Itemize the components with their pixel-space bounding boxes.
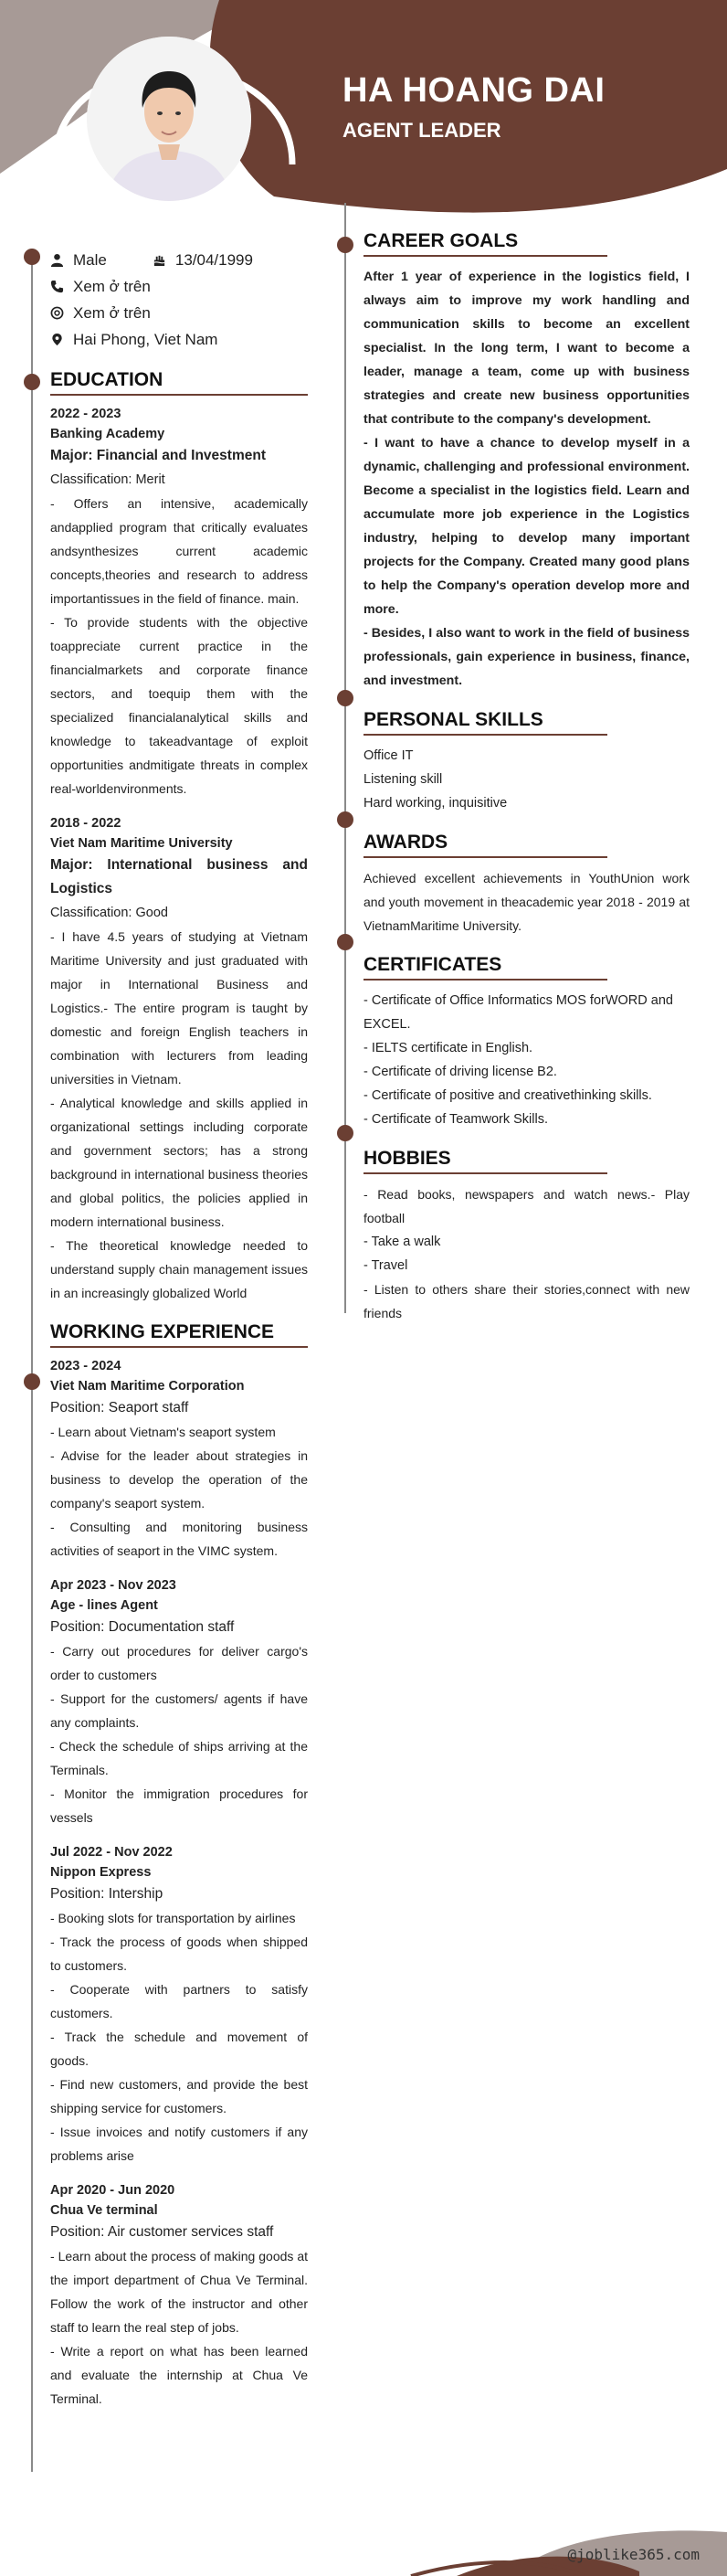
entry-date: 2018 - 2022 [50, 816, 121, 831]
awards-section [364, 832, 690, 938]
career-goals-section [364, 230, 690, 693]
entry-detail: - Cooperate with partners to satisfy customers. [50, 1982, 308, 2020]
certificate-item: - Certificate of driving license B2. [364, 1065, 557, 1079]
entry-detail: - Learn about the process of making goods at the import department of Chua Ve Terminal. Follow the work of the instructor and other staff to learn the real step of jobs. [50, 2249, 308, 2335]
entry-detail: - Advise for the leader about strategies in business to develop the operation of the company's seaport system. [50, 1448, 308, 1511]
entry-major: Major: International business and Logistics [50, 857, 308, 896]
email: Xem ở trên [73, 303, 151, 322]
certificate-item: - Certificate of Office Informatics MOS forWORD and EXCEL. [364, 993, 673, 1032]
timeline-dot-contact [24, 249, 40, 265]
entry-detail: - Offers an intensive, academically andapplied program that critically evaluates andsynthesizes current academic concepts,theories and research to address importantissues in the field of finance. main. [50, 496, 308, 606]
timeline-dot-personal-skills [337, 690, 353, 706]
entry-position: Position: Intership [50, 1886, 163, 1902]
entry-company: Age - lines Agent [50, 1598, 158, 1613]
entry-detail: - Monitor the immigration procedures for vessels [50, 1786, 308, 1825]
education-entry [50, 404, 308, 800]
entry-detail: - Write a report on what has been learned and evaluate the internship at Chua Ve Terminal. [50, 2344, 308, 2406]
education-title: EDUCATION [50, 369, 308, 396]
entry-position: Position: Air customer services staff [50, 2224, 274, 2240]
location-pin-icon [50, 333, 64, 346]
timeline-dot-certificates [337, 934, 353, 950]
entry-position: Position: Documentation staff [50, 1619, 235, 1635]
entry-detail: - The theoretical knowledge needed to understand supply chain management issues in an increasingly globalized World [50, 1238, 308, 1300]
entry-company: Nippon Express [50, 1865, 152, 1880]
phone-icon [50, 280, 64, 293]
entry-detail: - Carry out procedures for deliver cargo's order to customers [50, 1644, 308, 1682]
entry-school: Banking Academy [50, 427, 165, 441]
birthday-cake-icon [153, 253, 166, 267]
entry-detail: - I have 4.5 years of studying at Vietnam Maritime University and just graduated with major in International Business and Logistics.- The entire program is taught by domestic and foreign English teachers in combination with lecturers from leading universities in Vietnam. [50, 929, 308, 1087]
hobbies-section [364, 1148, 690, 1325]
entry-position: Position: Seaport staff [50, 1400, 189, 1415]
entry-date: Apr 2020 - Jun 2020 [50, 2183, 175, 2198]
person-icon [50, 253, 64, 267]
career-goal-paragraph: - I want to have a chance to develop myself in a dynamic, challenging and professional environment. Become a specialist in the logistics field. Learn and accumulate more job experience in the Logistics industry, helping to develop many important projects for the Company. Created many good plans to help the Company's operation develop more and more. [364, 436, 690, 617]
entry-date: Jul 2022 - Nov 2022 [50, 1845, 173, 1860]
timeline-dot-hobbies [337, 1125, 353, 1141]
avatar [87, 37, 251, 201]
experience-entry [50, 1356, 308, 1563]
timeline-dot-awards [337, 811, 353, 828]
certificates-section [364, 954, 690, 1131]
entry-date: Apr 2023 - Nov 2023 [50, 1578, 176, 1593]
watermark: @joblike365.com [567, 2546, 700, 2563]
hobbies-title: HOBBIES [364, 1148, 607, 1174]
phone: Xem ở trên [73, 277, 151, 295]
timeline-dot-experience [24, 1373, 40, 1390]
entry-date: 2023 - 2024 [50, 1359, 121, 1373]
entry-detail: - Consulting and monitoring business activities of seaport in the VIMC system. [50, 1520, 308, 1558]
certificate-item: - Certificate of positive and creativethinking skills. [364, 1088, 652, 1103]
certificate-item: - IELTS certificate in English. [364, 1041, 533, 1055]
entry-detail: - Track the schedule and movement of goods. [50, 2030, 308, 2068]
experience-entry [50, 1575, 308, 1829]
entry-classification: Classification: Good [50, 906, 168, 920]
personal-skills-title: PERSONAL SKILLS [364, 709, 607, 736]
full-name: HA HOANG DAI [342, 71, 606, 110]
entry-company: Chua Ve terminal [50, 2203, 158, 2218]
contact-info [50, 247, 308, 353]
entry-detail: - Find new customers, and provide the best shipping service for customers. [50, 2077, 308, 2115]
certificate-item: - Certificate of Teamwork Skills. [364, 1112, 548, 1127]
skill-item: Office IT [364, 748, 414, 763]
experience-section [50, 1321, 308, 2411]
hobby-item: - Read books, newspapers and watch news.- Play football [364, 1187, 690, 1225]
hobby-item: - Take a walk [364, 1235, 441, 1249]
education-entry [50, 813, 308, 1305]
entry-school: Viet Nam Maritime University [50, 836, 233, 851]
entry-detail: - Booking slots for transportation by airlines [50, 1911, 296, 1925]
email-icon [50, 306, 64, 320]
hobby-item: - Travel [364, 1258, 408, 1273]
hobby-item: - Listen to others share their stories,connect with new friends [364, 1282, 690, 1320]
career-goal-paragraph: - Besides, I also want to work in the field of business professionals, gain experience in business, finance, and investment. [364, 626, 690, 688]
address: Hai Phong, Viet Nam [73, 330, 218, 348]
timeline-dot-education [24, 374, 40, 390]
right-timeline [344, 203, 346, 1313]
timeline-dot-career-goals [337, 237, 353, 253]
left-timeline [31, 249, 33, 2472]
certificates-title: CERTIFICATES [364, 954, 607, 981]
entry-classification: Classification: Merit [50, 472, 165, 487]
entry-detail: - Track the process of goods when shipped to customers. [50, 1935, 308, 1973]
portrait-icon [87, 37, 251, 201]
entry-detail: - Check the schedule of ships arriving at the Terminals. [50, 1739, 308, 1777]
personal-skills-section [364, 709, 690, 815]
left-column [50, 247, 308, 2423]
experience-title: WORKING EXPERIENCE [50, 1321, 308, 1348]
birthday: 13/04/1999 [174, 250, 253, 269]
skill-item: Hard working, inquisitive [364, 796, 508, 811]
skill-item: Listening skill [364, 772, 443, 787]
experience-entry [50, 2180, 308, 2411]
entry-date: 2022 - 2023 [50, 407, 121, 421]
gender: Male [73, 250, 107, 269]
education-section [50, 369, 308, 1305]
entry-major: Major: Financial and Investment [50, 448, 266, 463]
award-text: Achieved excellent achievements in YouthUnion work and youth movement in theacademic year 2018 - 2019 at VietnamMaritime University. [364, 871, 690, 933]
entry-detail: - Support for the customers/ agents if have any complaints. [50, 1691, 308, 1730]
entry-detail: - Issue invoices and notify customers if any problems arise [50, 2125, 308, 2163]
entry-detail: - Analytical knowledge and skills applied in organizational settings including corporate and government sectors; has a strong background in international business theories and global politics, the policies applied in modern international business. [50, 1096, 308, 1229]
career-goal-paragraph: After 1 year of experience in the logistics field, I always aim to improve my work handling and communication skills to become an excellent specialist. In the long term, I want to become a leader, manage a team, come up with business strategies and create new business opportunities that contribute to the company's development. [364, 270, 690, 427]
right-column [364, 230, 690, 1341]
job-title: AGENT LEADER [342, 119, 501, 142]
entry-company: Viet Nam Maritime Corporation [50, 1379, 245, 1394]
entry-detail: - To provide students with the objective toappreciate current practice in the financialmarkets and corporate finance sectors, and toequip them with the specialized financialanalytical skills and knowledge to takeadvantage of exploit opportunities andmitigate threats in complex real-worldenvironments. [50, 615, 308, 796]
awards-title: AWARDS [364, 832, 607, 858]
career-goals-title: CAREER GOALS [364, 230, 607, 257]
entry-detail: - Learn about Vietnam's seaport system [50, 1425, 276, 1439]
experience-entry [50, 1842, 308, 2168]
